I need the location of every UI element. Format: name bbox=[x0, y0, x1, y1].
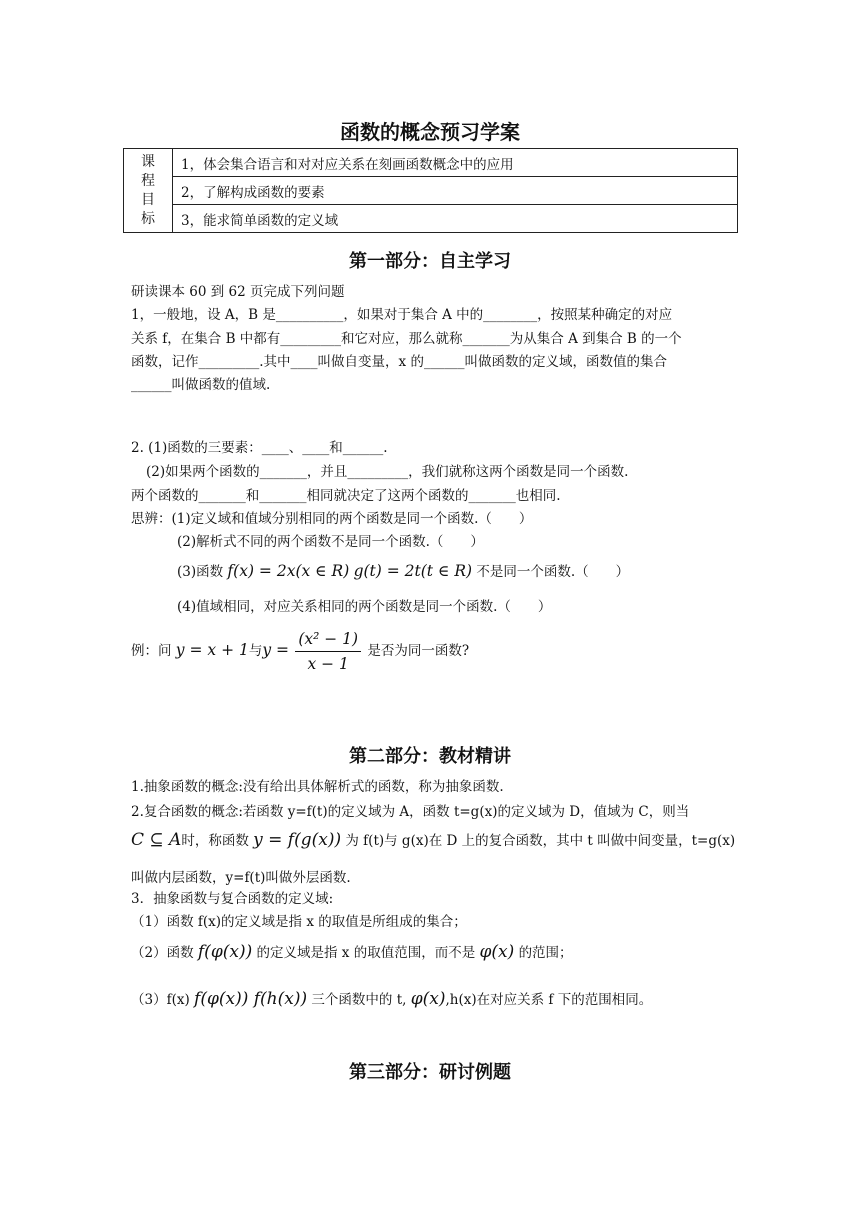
part2-p3: 3．抽象函数与复合函数的定义域: bbox=[131, 891, 334, 907]
part2-p2-line-1: 2.复合函数的概念:若函数 y=f(t)的定义域为 A，函数 t=g(x)的定义域为 D，值域为 C，则当 bbox=[131, 804, 690, 820]
part2-p2-line-2 bbox=[131, 830, 735, 851]
example-question bbox=[131, 629, 469, 674]
q2-line-1: 2. (1)函数的三要素：____、____和______. bbox=[131, 440, 388, 456]
judge-3 bbox=[177, 561, 629, 582]
q2-line-3: 两个函数的_______和_______相同就决定了这两个函数的_______也相同. bbox=[131, 488, 561, 504]
p3-3-formula: f(φ(x)) f(h(x)) bbox=[194, 989, 308, 1009]
subset-condition: C ⊆ A bbox=[131, 830, 182, 850]
part2-heading: 第二部分：教材精讲 bbox=[349, 746, 511, 767]
p2-mid-1: 时，称函数 bbox=[181, 833, 249, 849]
fraction-numerator: (x² − 1) bbox=[295, 629, 361, 652]
goal-item-1: 1，体会集合语言和对对应关系在刻画函数概念中的应用 bbox=[173, 149, 738, 177]
part1-intro: 研读课本 60 到 62 页完成下列问题 bbox=[131, 284, 345, 300]
part2-p3-3 bbox=[131, 989, 652, 1010]
part2-p3-1: （1）函数 f(x)的定义域是指 x 的取值是所组成的集合； bbox=[131, 914, 467, 930]
example-formula-1: y = x + 1 bbox=[175, 641, 249, 659]
composite-formula: y = f(g(x)) bbox=[253, 830, 342, 850]
judge-2: (2)解析式不同的两个函数不是同一个函数.（ ） bbox=[177, 534, 484, 550]
q1-line-2: 关系 f，在集合 B 中都有_________和它对应，那么就称_______为从集合 A 到集合 B 的一个 bbox=[131, 331, 682, 347]
judge-1: 思辨：(1)定义域和值域分别相同的两个函数是同一个函数.（ ） bbox=[131, 511, 533, 527]
example-conjunction: 与 bbox=[248, 643, 263, 659]
part1-heading: 第一部分：自主学习 bbox=[349, 251, 511, 272]
goal-item-2: 2，了解构成函数的要素 bbox=[173, 177, 738, 205]
page-title: 函数的概念预习学案 bbox=[340, 120, 520, 144]
judge-4: (4)值域相同，对应关系相同的两个函数是同一个函数.（ ） bbox=[177, 599, 552, 615]
q2-line-2: (2)如果两个函数的_______，并且_________，我们就称这两个函数是同一个函数. bbox=[146, 464, 629, 480]
part2-p3-2 bbox=[131, 942, 573, 963]
q1-line-3: 函数，记作_________.其中____叫做自变量，x 的______叫做函数的定义域，函数值的集合 bbox=[131, 354, 667, 370]
p3-2-a: （2）函数 bbox=[131, 945, 194, 961]
p3-2-b: 的定义域是指 x 的取值范围，而不是 bbox=[256, 945, 476, 961]
p2-mid-2: 为 f(t)与 g(x)在 D 上的复合函数，其中 t 叫做中间变量，t=g(x) bbox=[345, 833, 736, 849]
example-suffix: 是否为同一函数? bbox=[367, 643, 470, 659]
q1-line-4: ______叫做函数的值域. bbox=[131, 377, 271, 393]
q1-line-1: 1，一般地，设 A，B 是__________，如果对于集合 A 中的________，按照某种确定的对应 bbox=[131, 307, 673, 323]
judge-3-prefix: (3)函数 bbox=[177, 564, 224, 580]
example-fraction bbox=[295, 629, 361, 674]
part2-p2-line-3: 叫做内层函数，y=f(t)叫做外层函数. bbox=[131, 870, 351, 886]
p3-2-formula-2: φ(x) bbox=[479, 942, 515, 962]
part3-heading: 第三部分：研讨例题 bbox=[349, 1062, 511, 1083]
course-goals-table bbox=[123, 148, 738, 233]
p3-3-a: （3）f(x) bbox=[131, 992, 190, 1008]
goal-item-3: 3，能求简单函数的定义域 bbox=[173, 205, 738, 233]
judge-3-suffix: 不是同一个函数.（ ） bbox=[476, 564, 630, 580]
fraction-denominator: x − 1 bbox=[307, 655, 349, 673]
p3-3-formula-2: φ(x) bbox=[410, 989, 446, 1009]
judge-3-formula-g: g(t) = 2t(t ∈ R) bbox=[353, 562, 473, 580]
judge-3-formula-f: f(x) = 2x(x ∈ R) bbox=[227, 562, 350, 580]
part2-p1: 1.抽象函数的概念:没有给出具体解析式的函数，称为抽象函数. bbox=[131, 779, 504, 795]
example-formula-2-lhs: y = bbox=[262, 641, 290, 659]
goals-label: 课程目标 bbox=[141, 153, 155, 227]
p3-2-c: 的范围； bbox=[518, 945, 573, 961]
goals-label-cell bbox=[124, 149, 173, 233]
example-prefix: 例：问 bbox=[131, 643, 172, 659]
p3-2-formula: f(φ(x)) bbox=[197, 942, 253, 962]
p3-3-c: ,h(x)在对应关系 f 下的范围相同。 bbox=[445, 992, 653, 1008]
p3-3-b: 三个函数中的 t, bbox=[311, 992, 407, 1008]
